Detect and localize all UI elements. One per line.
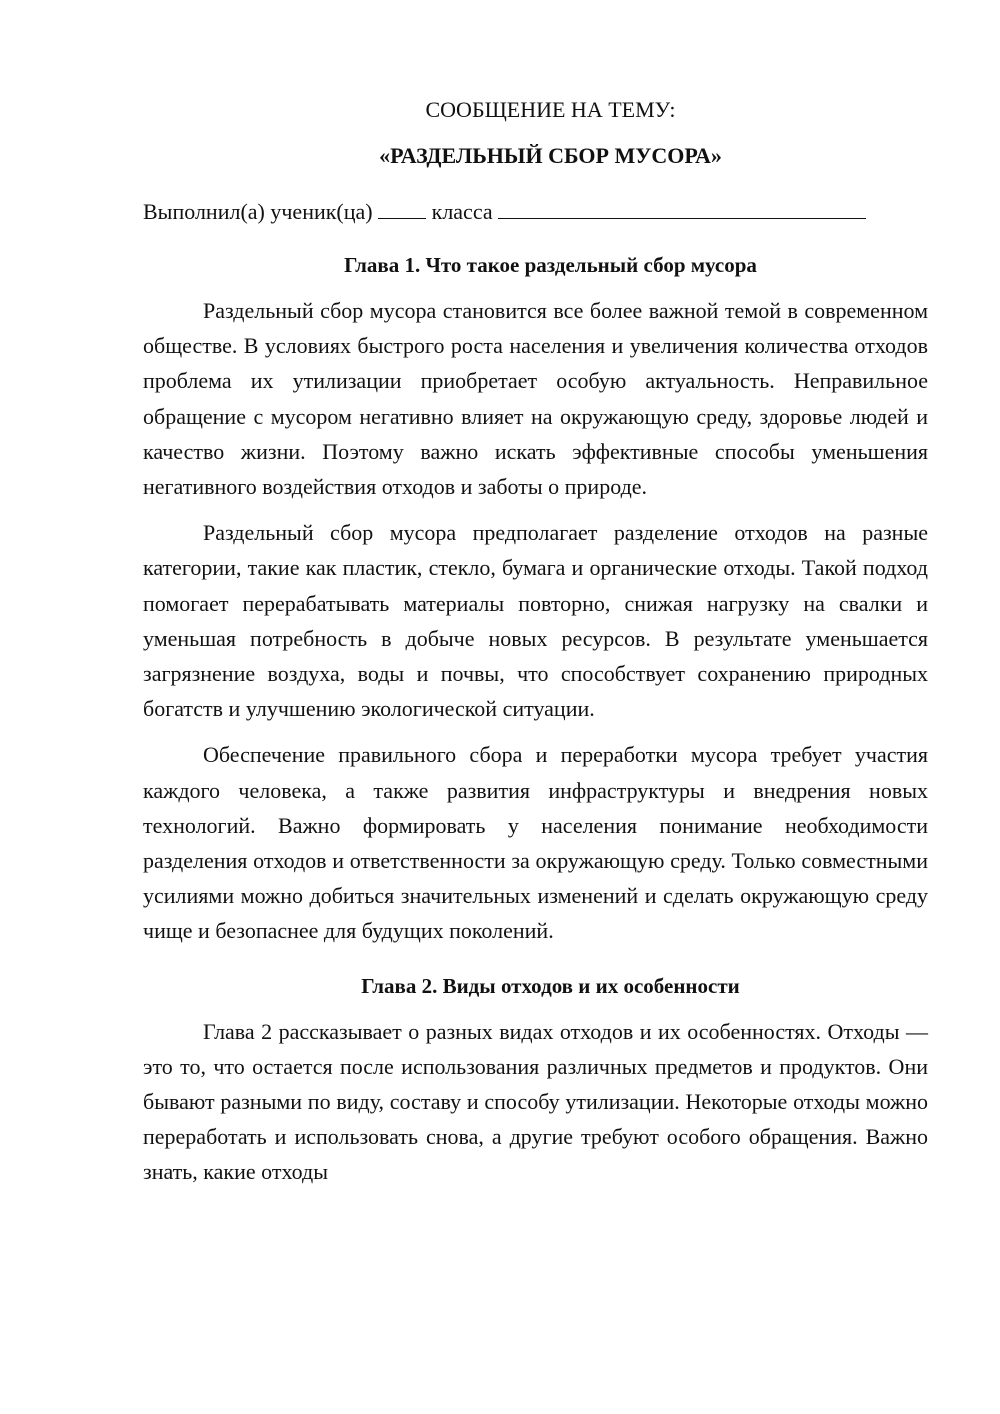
grade-blank-line [378, 196, 426, 219]
byline-class-label: класса [431, 199, 493, 224]
chapter-2-heading: Глава 2. Виды отходов и их особенности [361, 973, 740, 998]
chapter-1-paragraph-3: Обеспечение правильного сбора и переработки мусора требует участия каждого человека, а также развития инфраструктуры и внедрения новых технологий. Важно формировать у населения понимание необходимости разделения отходов и ответственности за окружающую среду. Только совместными усилиями можно добиться значительных изменений и сделать окружающую среду чище и безопаснее для будущих поколений. [143, 742, 928, 944]
chapter-1-paragraph-1: Раздельный сбор мусора становится все более важной темой в современном обществе. В условиях быстрого роста населения и увеличения количества отходов проблема их утилизации приобретает особую актуальность. Неправильное обращение с мусором негативно влияет на окружающую среду, здоровье людей и качество жизни. Поэтому важно искать эффективные способы уменьшения негативного воздействия отходов и заботы о природе. [143, 298, 928, 500]
byline-prefix: Выполнил(а) ученик(ца) [143, 199, 373, 224]
chapter-1-heading: Глава 1. Что такое раздельный сбор мусора [344, 253, 757, 277]
class-blank-line [498, 196, 866, 219]
document-title-line-1: СООБЩЕНИЕ НА ТЕМУ: [425, 97, 676, 122]
chapter-1-paragraph-2: Раздельный сбор мусора предполагает разделение отходов на разные категории, такие как пластик, стекло, бумага и органические отходы. Такой подход помогает перерабатывать материалы повторно, снижая нагрузку на свалки и уменьшая потребность в добыче новых ресурсов. В результате уменьшается загрязнение воздуха, воды и почвы, что способствует сохранению природных богатств и улучшению экологической ситуации. [143, 520, 928, 722]
document-title-line-2: «РАЗДЕЛЬНЫЙ СБОР МУСОРА» [379, 143, 722, 168]
chapter-2-paragraph-1: Глава 2 рассказывает о разных видах отходов и их особенностях. Отходы — это то, что остается после использования различных предметов и продуктов. Они бывают разными по виду, составу и способу утилизации. Некоторые отходы можно переработать и использовать снова, а другие требуют особого обращения. Важно знать, какие отходы [143, 1018, 928, 1185]
author-byline [143, 194, 928, 230]
document-page [143, 92, 928, 1190]
